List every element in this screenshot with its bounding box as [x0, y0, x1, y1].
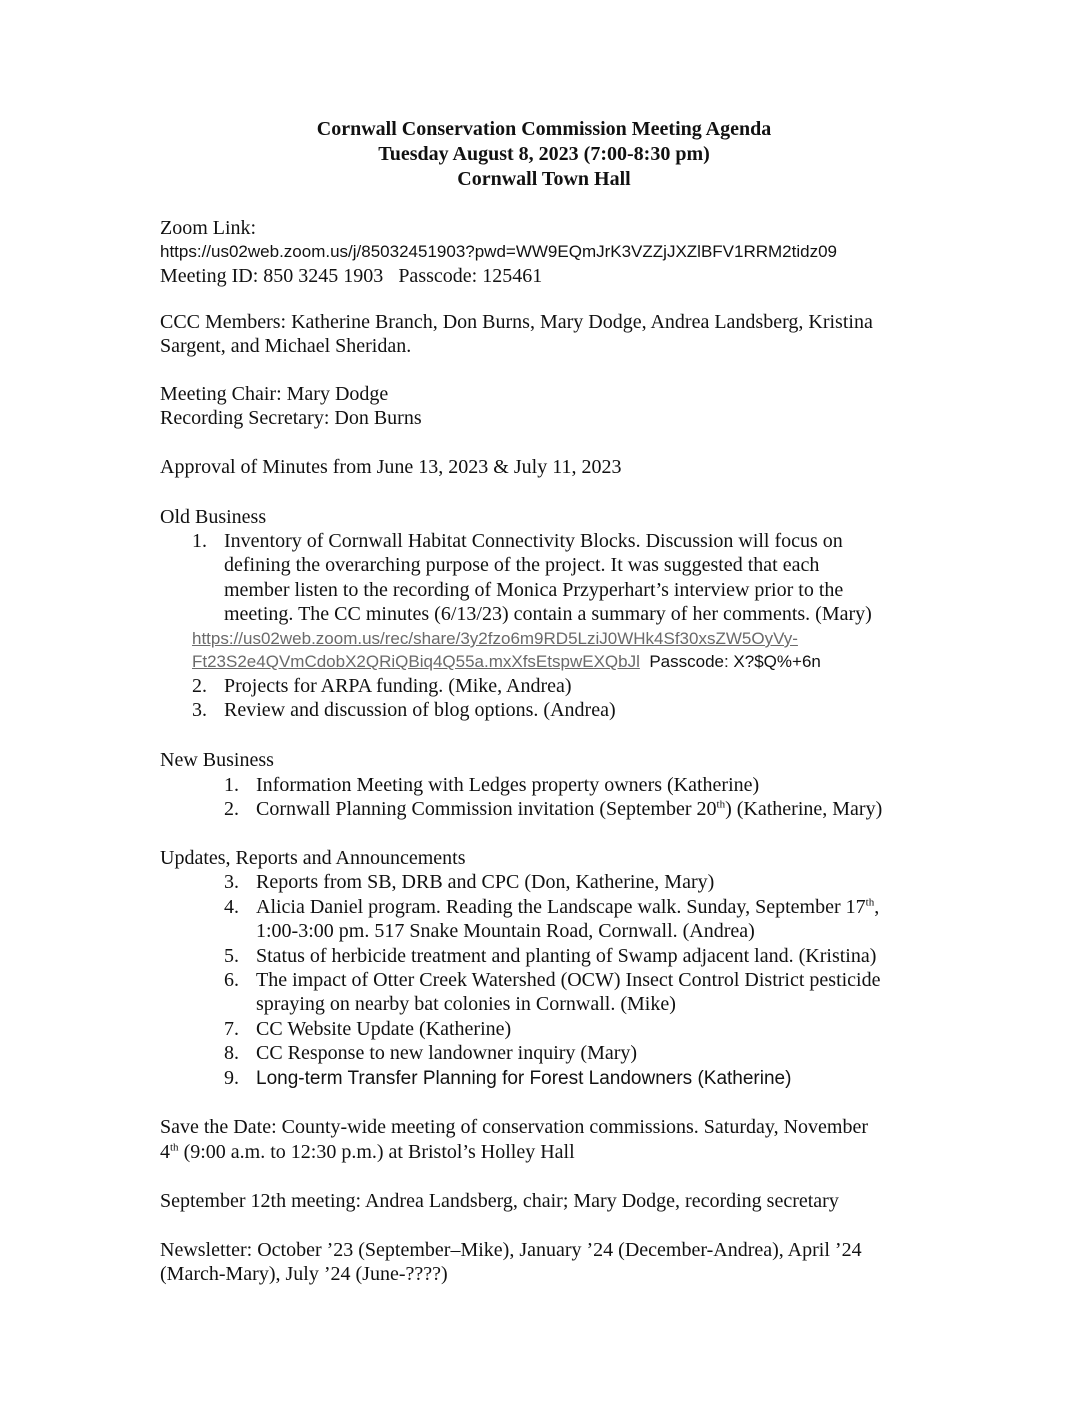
list-item: 1. Information Meeting with Ledges property owners (Katherine) — [224, 774, 760, 796]
zoom-passcode: Passcode: 125461 — [398, 265, 543, 287]
new-business-heading: New Business — [160, 749, 274, 771]
newsletter-line-2: (March-Mary), July ’24 (June-????) — [160, 1263, 448, 1285]
old-business-heading: Old Business — [160, 506, 267, 528]
list-item: 9. Long-term Transfer Planning for Forest Landowners (Katherine) — [224, 1067, 792, 1089]
list-item-continuation: member listen to the recording of Monica Przyperhart’s interview prior to the — [224, 579, 844, 601]
list-item-continuation: 1:00-3:00 pm. 517 Snake Mountain Road, Cornwall. (Andrea) — [256, 920, 755, 942]
list-item: 7. CC Website Update (Katherine) — [224, 1018, 512, 1040]
updates-heading: Updates, Reports and Announcements — [160, 847, 466, 869]
save-the-date-line-1: Save the Date: County-wide meeting of conservation commissions. Saturday, November — [160, 1116, 868, 1138]
zoom-credentials — [160, 264, 542, 288]
save-the-date-line-2: 4th (9:00 a.m. to 12:30 p.m.) at Bristol’s Holley Hall — [160, 1141, 575, 1163]
september-meeting: September 12th meeting: Andrea Landsberg, chair; Mary Dodge, recording secretary — [160, 1190, 839, 1212]
list-item-continuation: spraying on nearby bat colonies in Cornwall. (Mike) — [256, 993, 676, 1015]
list-item: 6. The impact of Otter Creek Watershed (OCW) Insect Control District pesticide — [224, 969, 881, 991]
list-item-continuation: defining the overarching purpose of the project. It was suggested that each — [224, 554, 820, 576]
recording-secretary: Recording Secretary: Don Burns — [160, 407, 422, 429]
recording-passcode: Passcode: X?$Q%+6n — [649, 652, 821, 671]
recording-link-line-2 — [192, 650, 821, 674]
recording-link[interactable]: https://us02web.zoom.us/rec/share/3y2fzo6m9RD5LziJ0WHk4Sf30xsZW5OyVy- — [192, 629, 798, 648]
list-item: 4. Alicia Daniel program. Reading the Landscape walk. Sunday, September 17th, — [224, 896, 880, 918]
list-item: 8. CC Response to new landowner inquiry (Mary) — [224, 1042, 638, 1064]
list-item: 2. Projects for ARPA funding. (Mike, Andrea) — [192, 675, 572, 697]
list-item-continuation: meeting. The CC minutes (6/13/23) contain a summary of her comments. (Mary) — [224, 603, 872, 625]
list-item: 1. Inventory of Cornwall Habitat Connectivity Blocks. Discussion will focus on — [192, 530, 843, 552]
meeting-date: Tuesday August 8, 2023 (7:00-8:30 pm) — [378, 143, 710, 165]
list-item: 3. Review and discussion of blog options. (Andrea) — [192, 699, 616, 721]
list-item: 5. Status of herbicide treatment and planting of Swamp adjacent land. (Kristina) — [224, 945, 877, 967]
newsletter-line-1: Newsletter: October ’23 (September–Mike), January ’24 (December-Andrea), April ’24 — [160, 1239, 862, 1261]
meeting-chair: Meeting Chair: Mary Dodge — [160, 383, 389, 405]
zoom-label: Zoom Link: — [160, 217, 257, 239]
approval-of-minutes: Approval of Minutes from June 13, 2023 & July 11, 2023 — [160, 456, 622, 478]
meeting-location: Cornwall Town Hall — [457, 168, 631, 190]
agenda-title: Cornwall Conservation Commission Meeting Agenda — [316, 118, 772, 140]
list-item: 2. Cornwall Planning Commission invitation (September 20th) (Katherine, Mary) — [224, 798, 883, 820]
members-line-2: Sargent, and Michael Sheridan. — [160, 335, 412, 357]
meeting-id: Meeting ID: 850 3245 1903 — [160, 265, 384, 287]
zoom-url[interactable]: https://us02web.zoom.us/j/85032451903?pwd=WW9EQmJrK3VZZjJXZlBFV1RRM2tidz09 — [160, 242, 837, 261]
recording-link-continued[interactable]: Ft23S2e4QVmCdobX2QRiQBiq4Q55a.mxXfsEtspwEXQbJl — [192, 652, 640, 671]
list-item: 3. Reports from SB, DRB and CPC (Don, Katherine, Mary) — [224, 871, 715, 893]
members-line-1: CCC Members: Katherine Branch, Don Burns, Mary Dodge, Andrea Landsberg, Kristina — [160, 311, 873, 333]
